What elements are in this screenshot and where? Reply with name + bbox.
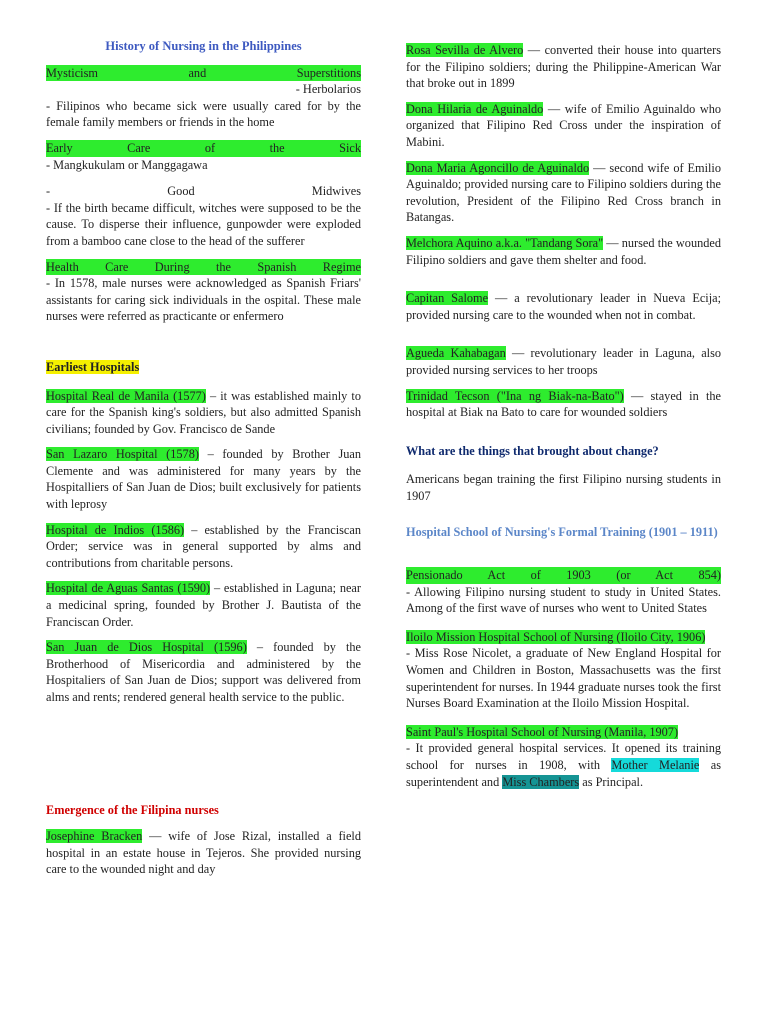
hospital-item <box>46 580 361 630</box>
mysticism-line-1: - Herbolarios <box>295 82 361 97</box>
hospital-text: – founded by the Brotherhood of Misericordia and administered by the Hospitaliers of San Juan de Dios; support was delivered from alms and rents; rendered general health service to the public. <box>46 640 361 704</box>
iloilo-heading: Iloilo Mission Hospital School of Nursing (Iloilo City, 1906) <box>406 629 706 644</box>
mysticism-line-2: - Filipinos who became sick were usually cared for by the female family members or friends in the home <box>46 98 361 130</box>
hospital-item <box>46 388 361 438</box>
nurse-text: — revolutionary leader in Laguna, also provided nursing services to her troops <box>406 346 722 377</box>
early-care-line-3: - If the birth became difficult, witches were supposed to be the cause. To disperse their influence, gunpowder were exploded from a bamboo cane close to the head of the sufferer <box>46 200 361 248</box>
nurse-text: — second wife of Emilio Aguinaldo; provided nursing care to Filipino soldiers during the revolution, President of the Filipino Red Cross branch in Batangas. <box>406 160 721 225</box>
hospital-name: San Lazaro Hospital (1578) <box>46 447 199 462</box>
spanish-heading: Health Care During the Spanish Regime <box>46 259 361 274</box>
nurse-item <box>406 290 721 323</box>
stpaul-text-1: - It provided general hospital services. It opened its training school for nurses in 1908, with <box>406 741 721 772</box>
early-care-section <box>46 140 361 250</box>
hospital-name: Hospital de Aguas Santas (1590) <box>46 581 211 596</box>
nurse-name: Josephine Bracken <box>46 829 143 844</box>
iloilo-text: - Miss Rose Nicolet, a graduate of New England Hospital for Women and Children in Boston, Massachusetts was the first superintendent for nurses. In 1944 graduate nurses took the first Nurses Board Examination at the Iloilo Mission Hospital. <box>406 646 721 711</box>
pensionado-section <box>406 567 721 617</box>
nurse-name: Rosa Sevilla de Alvero <box>406 43 524 57</box>
nurse-text: — a revolutionary leader in Nueva Ecija; provided nursing care to the wounded when not in combat. <box>406 291 721 322</box>
nurse-text: — wife of Jose Rizal, installed a field hospital in an estate house in Tejeros. She provided nursing care to the wounded night and day <box>46 829 361 877</box>
filipina-nurses-heading: Emergence of the Filipina nurses <box>46 802 219 817</box>
nurse-item <box>406 235 721 268</box>
nurse-name: Melchora Aquino a.k.a. "Tandang Sora" <box>406 235 604 250</box>
page-title: History of Nursing in the Philippines <box>105 39 302 53</box>
mysticism-section <box>46 65 361 131</box>
nurse-name: Dona Maria Agoncillo de Aguinaldo <box>406 160 590 175</box>
left-column <box>46 38 361 887</box>
pensionado-heading: Pensionado Act of 1903 (or Act 854) <box>406 568 721 583</box>
early-care-line-2: - Good Midwives <box>46 184 361 199</box>
nurse-item <box>406 345 721 378</box>
change-text: Americans began training the first Filipino nursing students in 1907 <box>406 472 721 503</box>
nurse-item <box>406 388 721 421</box>
nurse-name: Dona Hilaria de Aguinaldo <box>406 101 544 116</box>
right-column <box>406 42 721 799</box>
nurse-item <box>406 42 721 92</box>
hospital-text: – established by the Franciscan Order; service was in general supported by alms and contributions from charitable persons. <box>46 522 361 570</box>
nurse-item <box>406 101 721 151</box>
change-heading: What are the things that brought about change? <box>406 443 659 458</box>
hospital-item <box>46 522 361 572</box>
stpaul-text-3: as Principal. <box>579 774 644 789</box>
hospital-name: Hospital de Indios (1586) <box>46 522 185 537</box>
nurse-name: Trinidad Tecson ("Ina ng Biak-na-Bato") <box>406 388 624 403</box>
nurse-text: — stayed in the hospital at Biak na Bato to care for wounded soldiers <box>406 388 721 420</box>
formal-training-heading: Hospital School of Nursing's Formal Training (1901 – 1911) <box>406 525 718 540</box>
mother-melanie: Mother Melanie <box>611 758 700 772</box>
stpaul-heading: Saint Paul's Hospital School of Nursing (Manila, 1907) <box>406 724 679 739</box>
spanish-section <box>46 259 361 325</box>
hospital-item <box>46 446 361 512</box>
spanish-line-1: - In 1578, male nurses were acknowledged as Spanish Friars' assistants for caring sick individuals in the ospital. These male nurses were referred as practicante or enfermero <box>46 276 361 324</box>
pensionado-text: - Allowing Filipino nursing student to study in United States. Among of the first wave of nurses who went to United States <box>406 584 721 616</box>
nurse-name: Agueda Kahabagan <box>406 346 506 361</box>
nurse-item <box>406 160 721 226</box>
stpaul-text-2: as superintendent and <box>406 758 721 789</box>
miss-chambers: Miss Chambers <box>502 774 580 789</box>
mysticism-heading: Mysticism and Superstitions <box>46 65 361 80</box>
iloilo-section <box>406 629 721 712</box>
nurse-text: — converted their house into quarters for the Filipino soldiers; during the Philippine-American War that broke out in 1899 <box>406 43 722 91</box>
hospital-item <box>46 639 361 705</box>
stpaul-text <box>406 740 721 790</box>
early-care-heading: Early Care of the Sick <box>46 140 361 155</box>
hospital-name: Hospital Real de Manila (1577) <box>46 388 206 403</box>
stpaul-section <box>406 724 721 790</box>
hospital-text: – founded by Brother Juan Clemente and was administered for many years by the Hospitalliers of San Juan de Dios; built exclusively for patients with leprosy <box>46 447 361 512</box>
nurse-item <box>46 828 361 878</box>
nurse-text: — wife of Emilio Aguinaldo who organized that Filipino Red Cross under the inspiration of Mabini. <box>406 101 721 149</box>
nurse-name: Capitan Salome <box>406 291 489 306</box>
early-care-line-1: - Mangkukulam or Manggagawa <box>46 157 208 172</box>
hospital-text: – established in Laguna; near a medicinal spring, founded by Brother J. Bautista of the Franciscan Order. <box>46 581 361 629</box>
earliest-hospitals-heading <box>46 359 361 376</box>
hospital-name: San Juan de Dios Hospital (1596) <box>46 640 247 655</box>
hospital-text: – it was established mainly to care for the Spanish king's soldiers, but also admitted Spanish civilians; founded by Gov. Francisco de Sande <box>46 388 361 436</box>
nurse-text: — nursed the wounded Filipino soldiers and gave them shelter and food. <box>406 235 722 267</box>
earliest-hospitals-label: Earliest Hospitals <box>46 359 140 374</box>
